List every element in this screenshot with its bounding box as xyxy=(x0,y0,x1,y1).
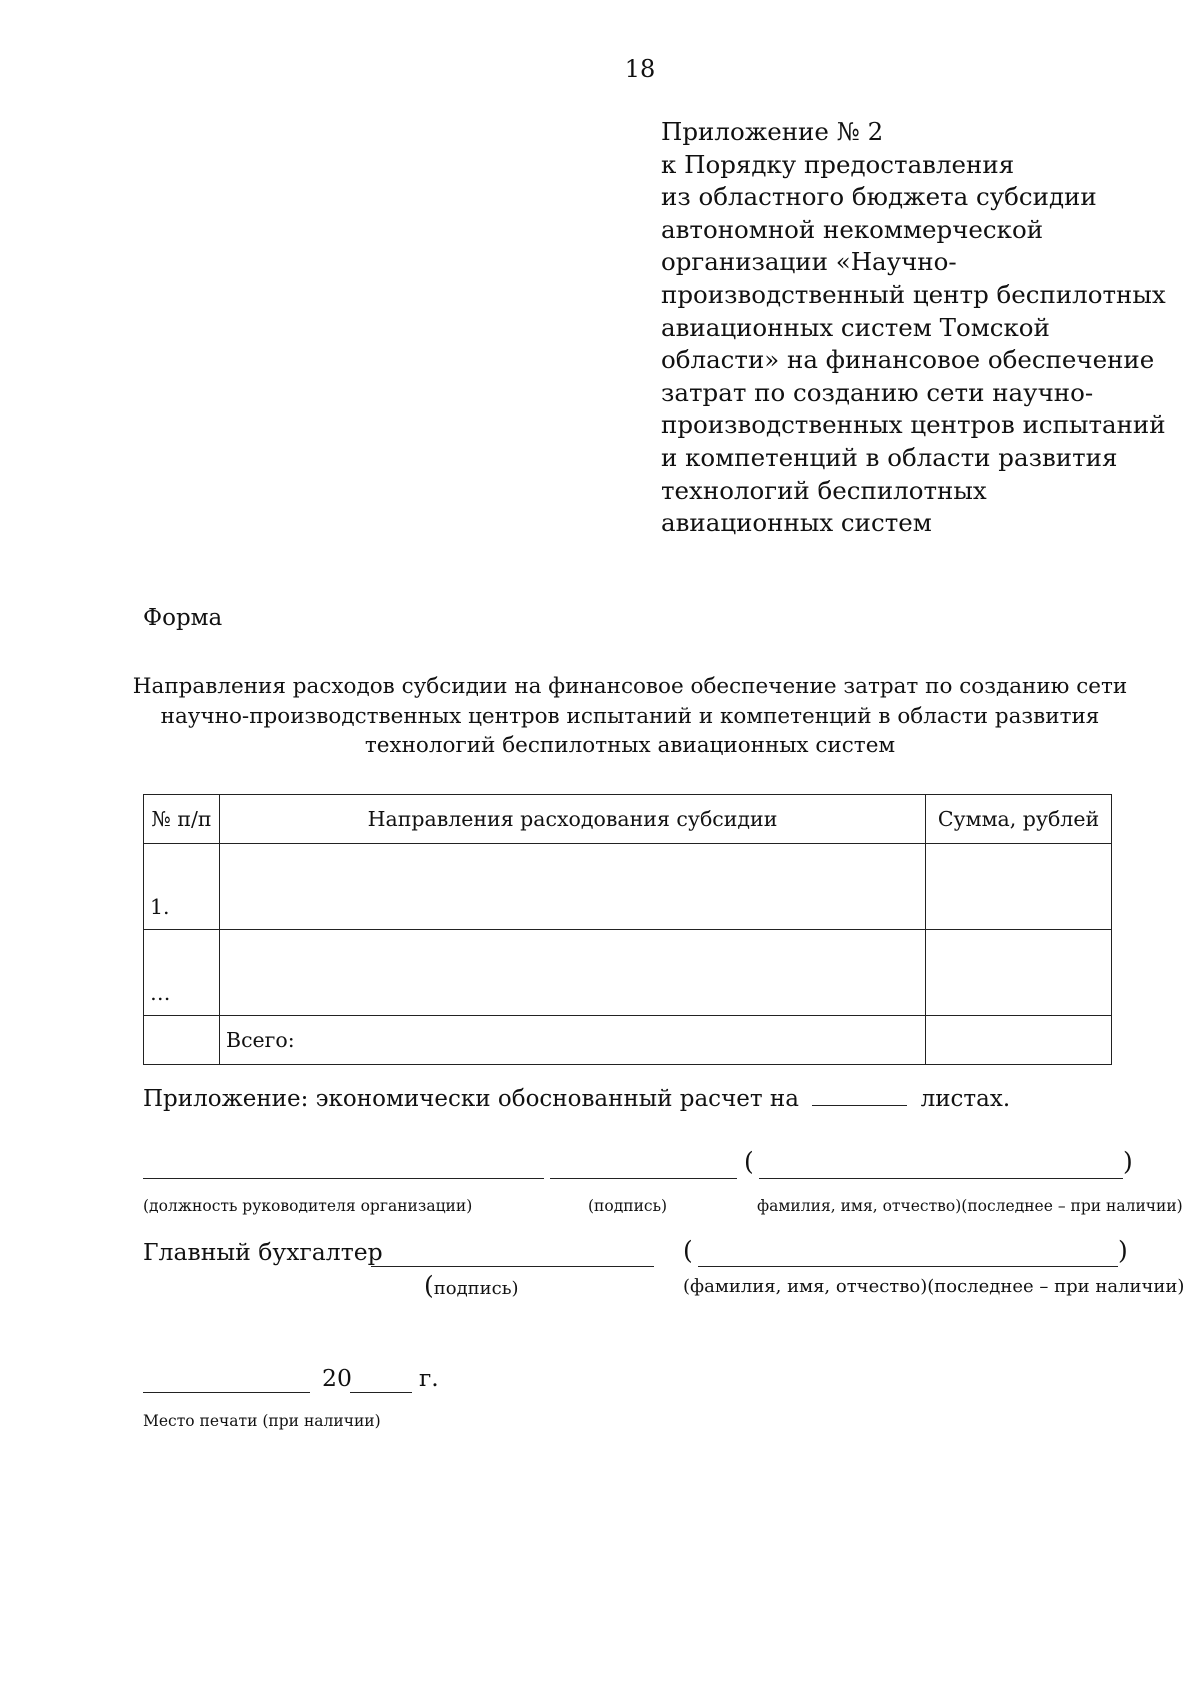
total-label: Всего: xyxy=(220,1016,926,1065)
expense-table xyxy=(143,794,1112,1065)
accountant-signature-caption xyxy=(424,1271,519,1300)
appendix-line: из областного бюджета субсидии xyxy=(661,182,1097,212)
accountant-name-close-paren: ) xyxy=(1118,1236,1128,1265)
appendix-line: технологий беспилотных xyxy=(661,475,987,505)
form-label: Форма xyxy=(143,605,223,631)
appendix-line: к Порядку предоставления xyxy=(661,149,1015,179)
attachment-line xyxy=(143,1083,1010,1112)
header-direction: Направления расходования субсидии xyxy=(220,795,926,844)
appendix-line: производственный центр беспилотных xyxy=(661,279,1166,309)
title-line: технологий беспилотных авиационных систем xyxy=(364,733,896,758)
head-name-caption: фамилия, имя, отчество)(последнее – при наличии) xyxy=(757,1197,1183,1215)
total-amount-cell[interactable] xyxy=(926,1016,1112,1065)
row-number-cell[interactable]: … xyxy=(144,930,220,1016)
row-direction-cell[interactable] xyxy=(220,930,926,1016)
total-number-cell xyxy=(144,1016,220,1065)
head-name-open-paren: ( xyxy=(744,1147,754,1176)
head-position-caption: (должность руководителя организации) xyxy=(143,1197,473,1215)
accountant-name-caption: (фамилия, имя, отчество)(последнее – при наличии) xyxy=(683,1276,1185,1297)
appendix-line: затрат по созданию сети научно- xyxy=(661,377,1094,407)
head-signature-line[interactable] xyxy=(550,1178,737,1179)
document-title xyxy=(130,672,1130,761)
date-day-month-line[interactable] xyxy=(143,1392,310,1393)
appendix-line: производственных центров испытаний xyxy=(661,410,1166,440)
header-amount: Сумма, рублей xyxy=(926,795,1112,844)
row-amount-cell[interactable] xyxy=(926,844,1112,930)
accountant-signature-caption-paren: ( xyxy=(424,1271,434,1300)
appendix-line: авиационных систем Томской xyxy=(661,312,1050,342)
accountant-signature-caption-text: подпись) xyxy=(433,1278,519,1299)
appendix-line: автономной некоммерческой xyxy=(661,214,1044,244)
header-number: № п/п xyxy=(144,795,220,844)
appendix-line: организации «Научно- xyxy=(661,247,957,277)
accountant-name-line[interactable] xyxy=(698,1266,1118,1267)
sheet-count-field[interactable] xyxy=(812,1083,907,1106)
appendix-line: Приложение № 2 xyxy=(661,117,884,146)
attachment-prefix: Приложение: экономически обоснованный расчет на xyxy=(143,1086,799,1112)
row-amount-cell[interactable] xyxy=(926,930,1112,1016)
head-name-close-paren: ) xyxy=(1123,1147,1133,1176)
appendix-line: области» на финансовое обеспечение xyxy=(661,345,1155,375)
date-year-line[interactable] xyxy=(350,1392,412,1393)
head-position-line[interactable] xyxy=(143,1178,544,1179)
accountant-signature-line[interactable] xyxy=(371,1266,654,1267)
attachment-suffix: листах. xyxy=(920,1086,1011,1112)
date-year-suffix: г. xyxy=(419,1364,439,1392)
head-name-line[interactable] xyxy=(759,1178,1123,1179)
appendix-line: и компетенций в области развития xyxy=(661,442,1118,472)
accountant-label: Главный бухгалтер xyxy=(143,1238,383,1266)
row-number-cell[interactable]: 1. xyxy=(144,844,220,930)
page-number: 18 xyxy=(624,55,656,83)
table-row xyxy=(144,930,1112,1016)
appendix-line: авиационных систем xyxy=(661,508,932,538)
row-direction-cell[interactable] xyxy=(220,844,926,930)
table-total-row xyxy=(144,1016,1112,1065)
head-signature-caption: (подпись) xyxy=(588,1197,668,1215)
table-row xyxy=(144,844,1112,930)
stamp-caption: Место печати (при наличии) xyxy=(143,1412,381,1430)
title-line: научно-производственных центров испытаний и компетенций в области развития xyxy=(160,703,1100,729)
table-header-row xyxy=(144,795,1112,844)
accountant-name-open-paren: ( xyxy=(683,1236,693,1265)
date-year-prefix: 20 xyxy=(322,1364,352,1392)
title-line: Направления расходов субсидии на финансовое обеспечение затрат по созданию сети xyxy=(132,674,1128,699)
appendix-header xyxy=(661,116,1181,540)
